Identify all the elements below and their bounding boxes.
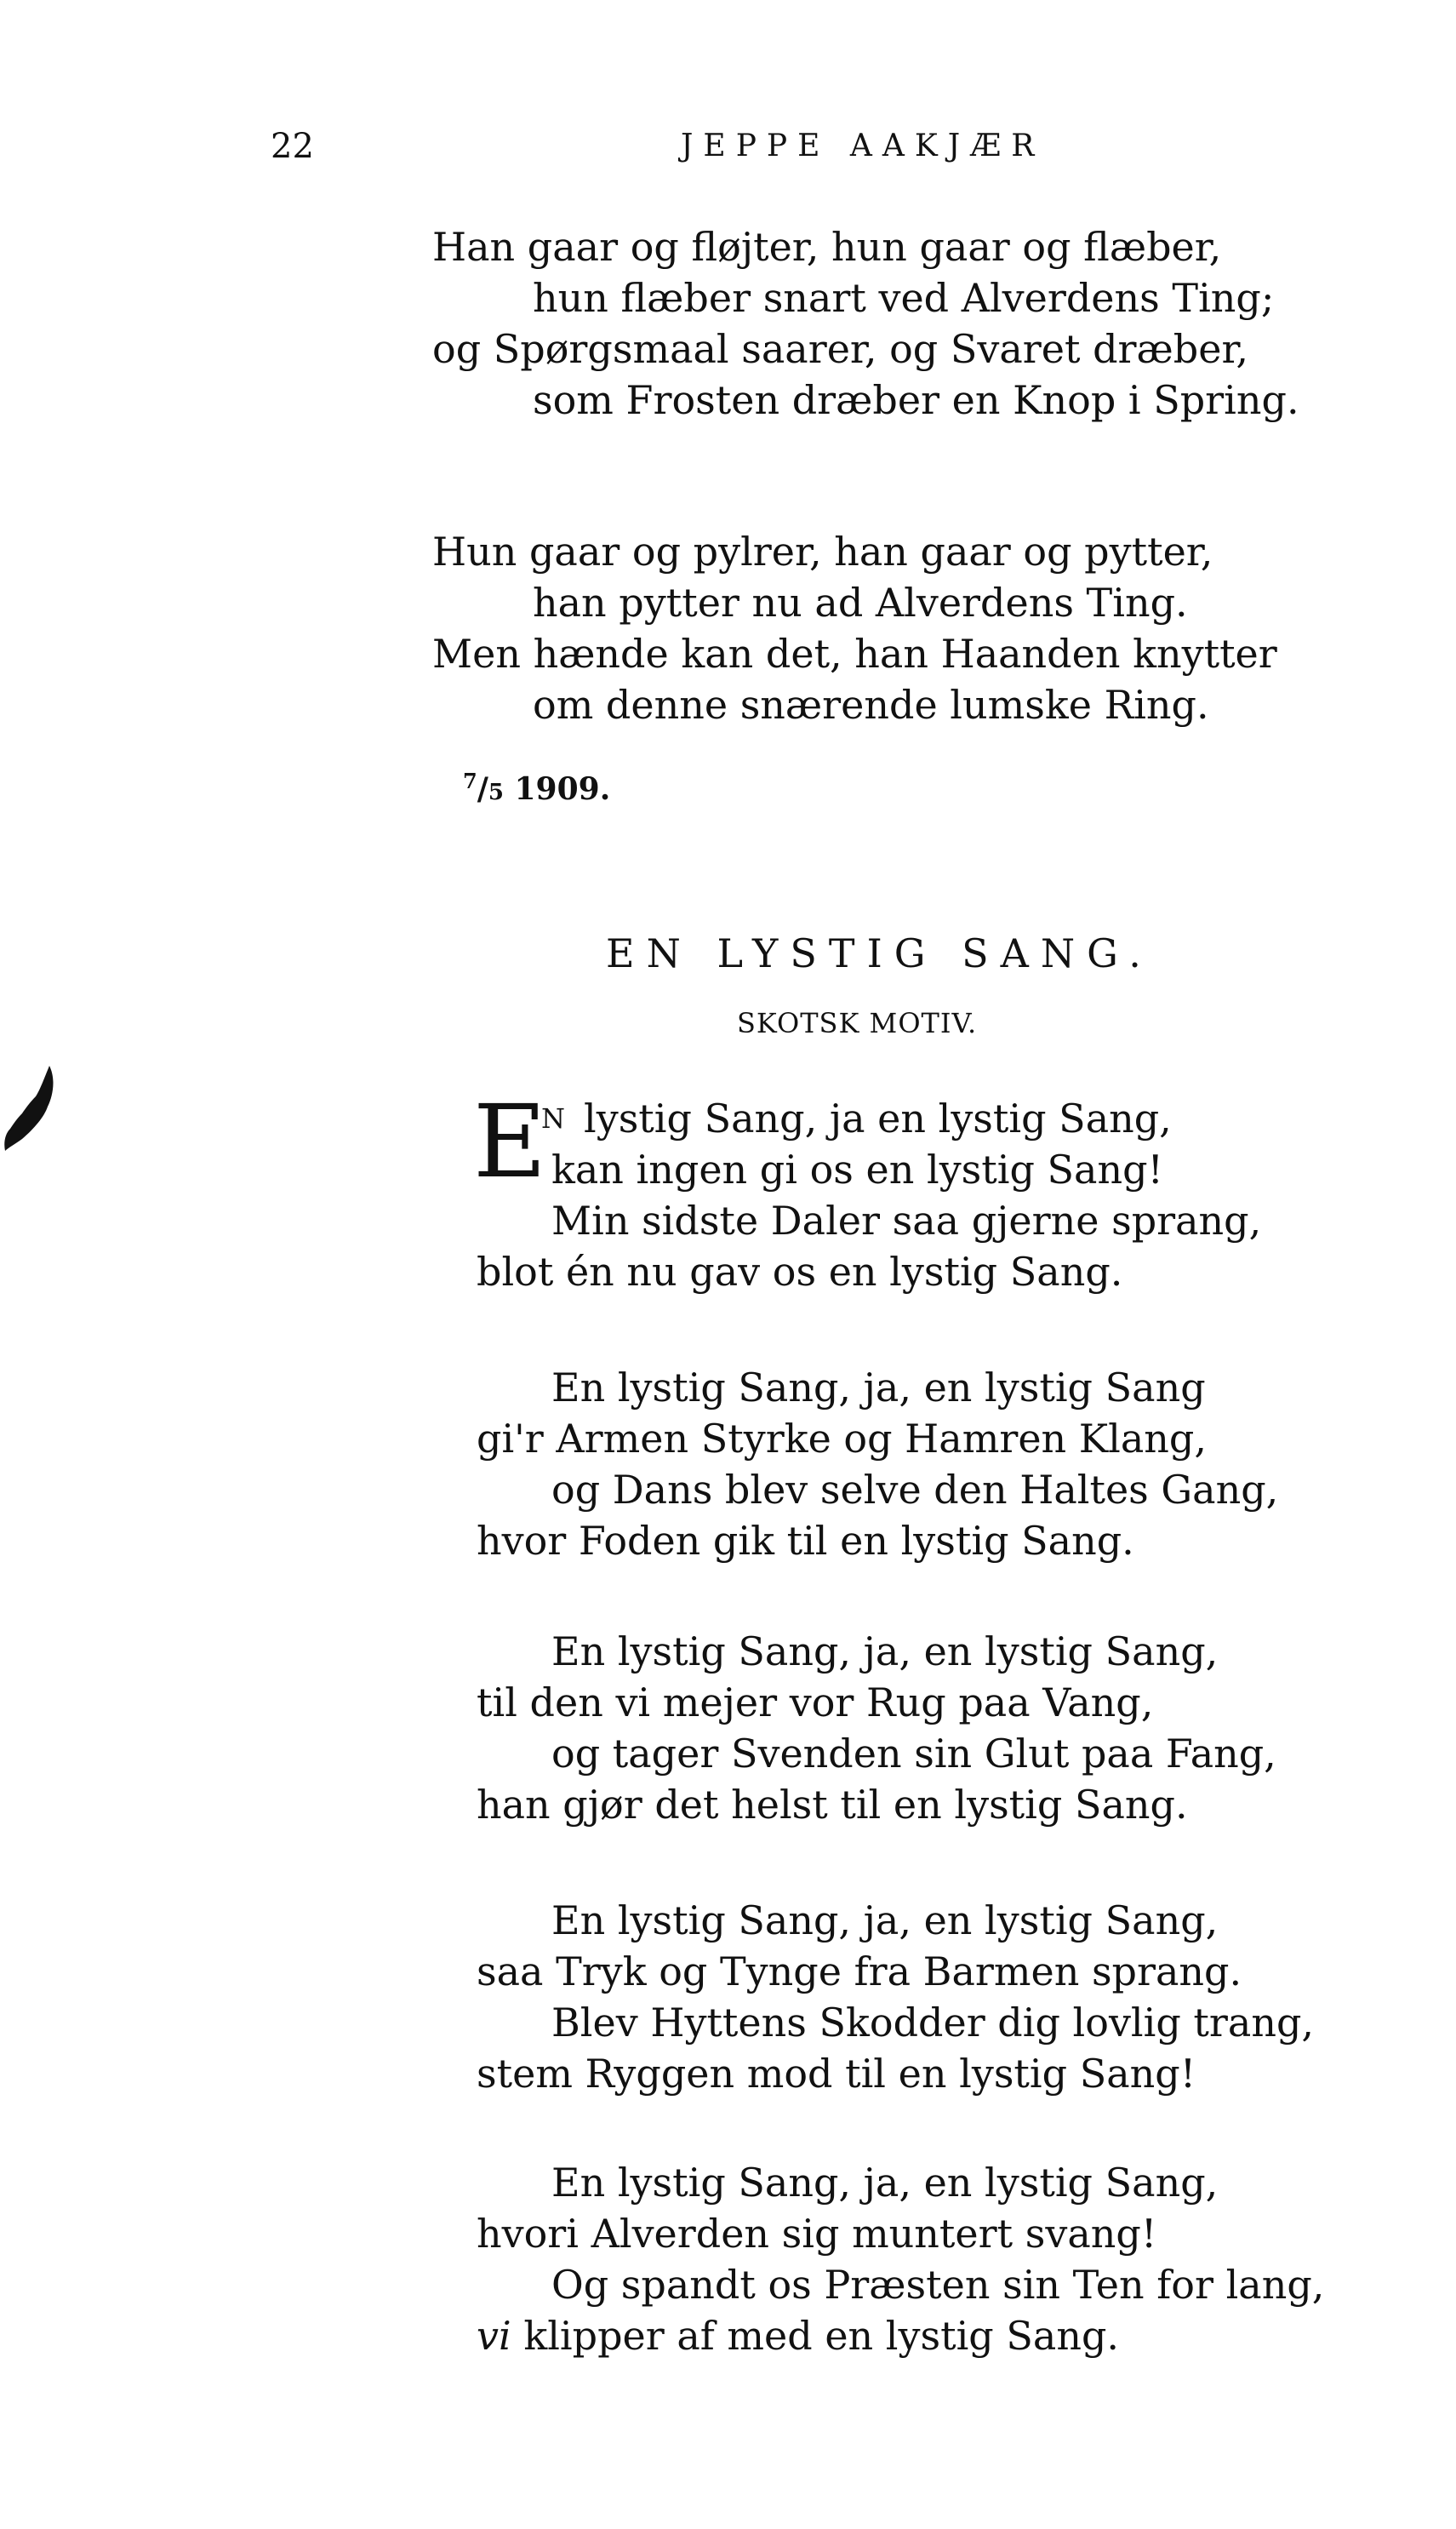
verse-line: blot én nu gav os en lystig Sang. (477, 1249, 1123, 1295)
poem-subtitle: SKOTSK MOTIV. (737, 1007, 978, 1039)
italic-word: vi (477, 2313, 511, 2359)
verse-line: Og spandt os Præsten sin Ten for lang, (551, 2262, 1325, 2308)
verse-line-rest: klipper af med en lystig Sang. (523, 2313, 1120, 2359)
verse-line: saa Tryk og Tynge fra Barmen sprang. (477, 1948, 1242, 1994)
drop-cap-continuation: N (541, 1102, 565, 1135)
ink-blot-mark (0, 1062, 68, 1156)
verse-line: til den vi mejer vor Rug paa Vang, (477, 1679, 1154, 1725)
verse-line: og Dans blev selve den Haltes Gang, (551, 1467, 1279, 1513)
verse-line: kan ingen gi os en lystig Sang! (551, 1147, 1164, 1193)
verse-line: En lystig Sang, ja, en lystig Sang (551, 1365, 1206, 1410)
verse-line: han gjør det helst til en lystig Sang. (477, 1782, 1188, 1828)
verse-line: Han gaar og fløjter, hun gaar og flæber, (432, 224, 1222, 270)
poem-date: $^7$/5 1909. (463, 769, 611, 807)
verse-line: som Frosten dræber en Knop i Spring. (533, 377, 1299, 423)
verse-line: og tager Svenden sin Glut paa Fang, (551, 1731, 1276, 1777)
date-denominator: 5 (488, 780, 504, 805)
verse-line: hvor Foden gik til en lystig Sang. (477, 1518, 1134, 1564)
date-year: 1909. (514, 771, 611, 807)
date-numerator: 7 (463, 769, 477, 793)
verse-line-last (477, 2310, 1119, 2361)
verse-line: hun flæber snart ved Alverdens Ting; (533, 275, 1275, 321)
page-number: 22 (271, 127, 314, 166)
verse-line: Blev Hyttens Skodder dig lovlig trang, (551, 2000, 1315, 2046)
verse-line: lystig Sang, ja en lystig Sang, (584, 1096, 1172, 1141)
verse-line: om denne snærende lumske Ring. (533, 682, 1209, 728)
verse-line: En lystig Sang, ja, en lystig Sang, (551, 2160, 1219, 2206)
verse-line: Min sidste Daler saa gjerne sprang, (551, 1198, 1262, 1244)
verse-line: og Spørgsmaal saarer, og Svaret dræber, (432, 326, 1249, 372)
verse-line: gi'r Armen Styrke og Hamren Klang, (477, 1416, 1207, 1462)
verse-line: stem Ryggen mod til en lystig Sang! (477, 2051, 1196, 2097)
verse-line: Men hænde kan det, han Haanden knytter (432, 631, 1277, 677)
poem-title: EN LYSTIG SANG. (606, 930, 1153, 976)
verse-line: hvori Alverden sig muntert svang! (477, 2211, 1157, 2257)
verse-line: En lystig Sang, ja, en lystig Sang, (551, 1628, 1219, 1674)
verse-line: En lystig Sang, ja, en lystig Sang, (551, 1897, 1219, 1943)
verse-line: han pytter nu ad Alverdens Ting. (533, 580, 1188, 626)
drop-cap: E (473, 1083, 547, 1200)
running-title: JEPPE AAKJÆR (681, 129, 1045, 163)
verse-line: Hun gaar og pylrer, han gaar og pytter, (432, 529, 1213, 575)
